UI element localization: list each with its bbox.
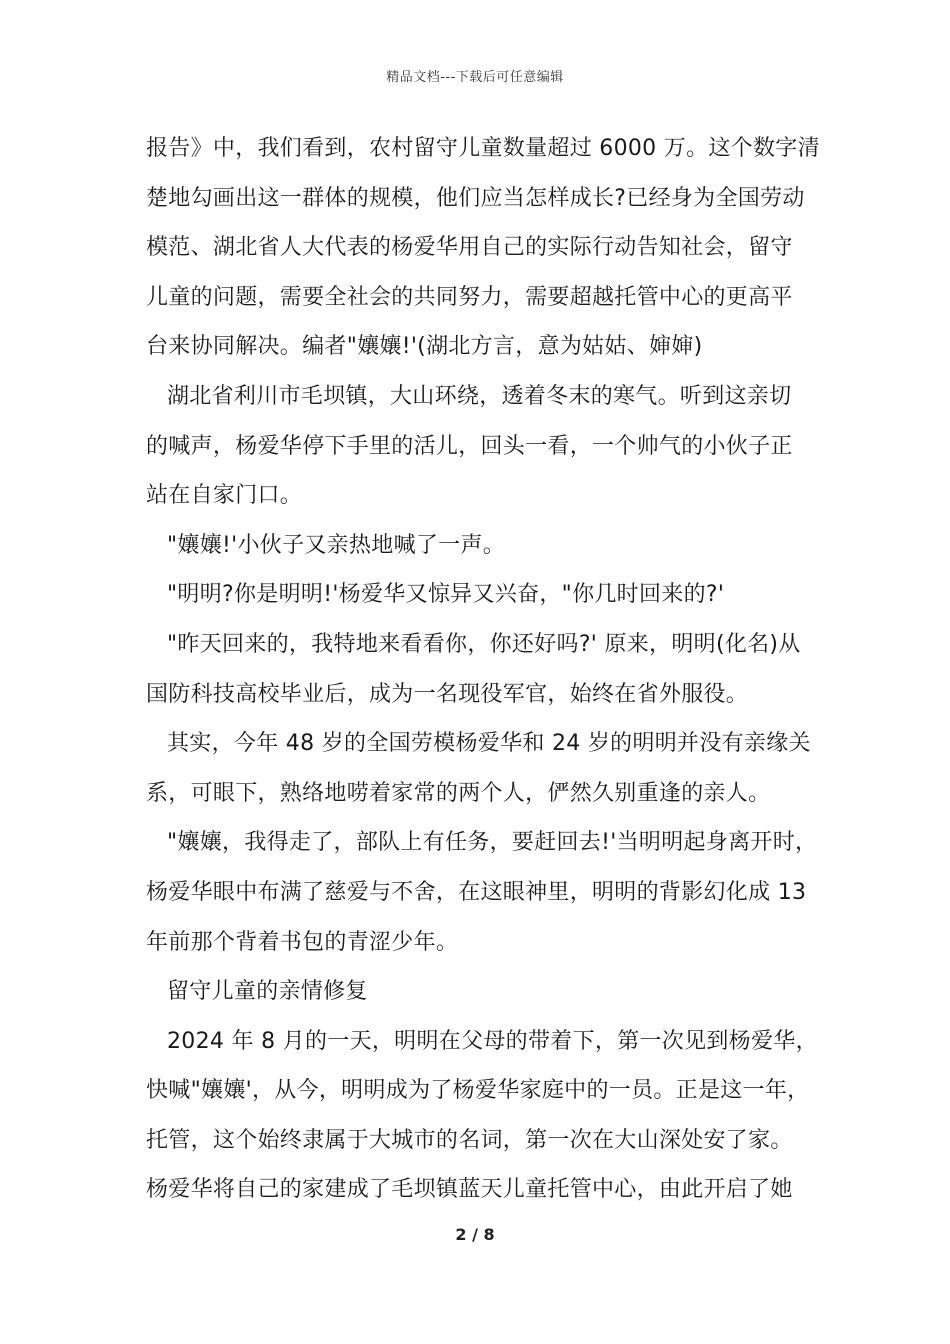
text-line: 年前那个背着书包的青涩少年。 [146, 929, 459, 955]
text-line: 台来协同解决。编者"孃孃!'(湖北方言，意为姑姑、婶婶) [146, 334, 703, 360]
text-line: 国防科技高校毕业后，成为一名现役军官，始终在省外服役。 [146, 681, 749, 707]
text-line: 杨爱华眼中布满了慈爱与不舍，在这眼神里，明明的背影幻化成 13 [146, 879, 807, 905]
text-line: "孃孃，我得走了，部队上有任务，要赶回去!'当明明起身离开时， [167, 830, 818, 856]
text-line: 湖北省利川市毛坝镇，大山环绕，透着冬末的寒气。听到这亲切 [167, 383, 792, 409]
document-body [146, 124, 826, 1215]
text-line: 报告》中，我们看到，农村留守儿童数量超过 6000 万。这个数字清 [146, 136, 820, 161]
section-heading: 留守儿童的亲情修复 [167, 979, 368, 1005]
text-line: 模范、湖北省人大代表的杨爱华用自己的实际行动告知社会，留守 [146, 235, 793, 261]
text-line: "昨天回来的，我特地来看看你，你还好吗?' 原来，明明(化名)从 [167, 631, 801, 657]
text-line: 的喊声，杨爱华停下手里的活儿，回头一看，一个帅气的小伙子正 [146, 433, 793, 459]
page-number: 2 / 8 [455, 1225, 495, 1244]
text-line: 站在自家门口。 [146, 483, 303, 509]
text-line: 快喊"孃孃'，从今，明明成为了杨爱华家庭中的一员。正是这一年， [146, 1078, 810, 1104]
text-line: "明明?你是明明!'杨爱华又惊异又兴奋，"你几时回来的?' [167, 582, 725, 608]
text-line: 托管，这个始终隶属于大城市的名词，第一次在大山深处安了家。 [146, 1127, 793, 1153]
text-line: 其实，今年 48 岁的全国劳模杨爱华和 24 岁的明明并没有亲缘关 [167, 731, 811, 757]
text-line: "孃孃!'小伙子又亲热地喊了一声。 [167, 532, 506, 558]
text-line: 儿童的问题，需要全社会的共同努力，需要超越托管中心的更高平 [146, 284, 793, 310]
text-line: 杨爱华将自己的家建成了毛坝镇蓝天儿童托管中心，由此开启了她 [146, 1177, 793, 1203]
text-line: 楚地勾画出这一群体的规模，他们应当怎样成长?已经身为全国劳动 [146, 185, 805, 211]
page-header: 精品文档---下载后可任意编辑 [386, 70, 564, 85]
text-line: 系，可眼下，熟络地唠着家常的两个人，俨然久别重逢的亲人。 [146, 780, 771, 806]
text-line: 2024 年 8 月的一天，明明在父母的带着下，第一次见到杨爱华， [167, 1028, 818, 1054]
